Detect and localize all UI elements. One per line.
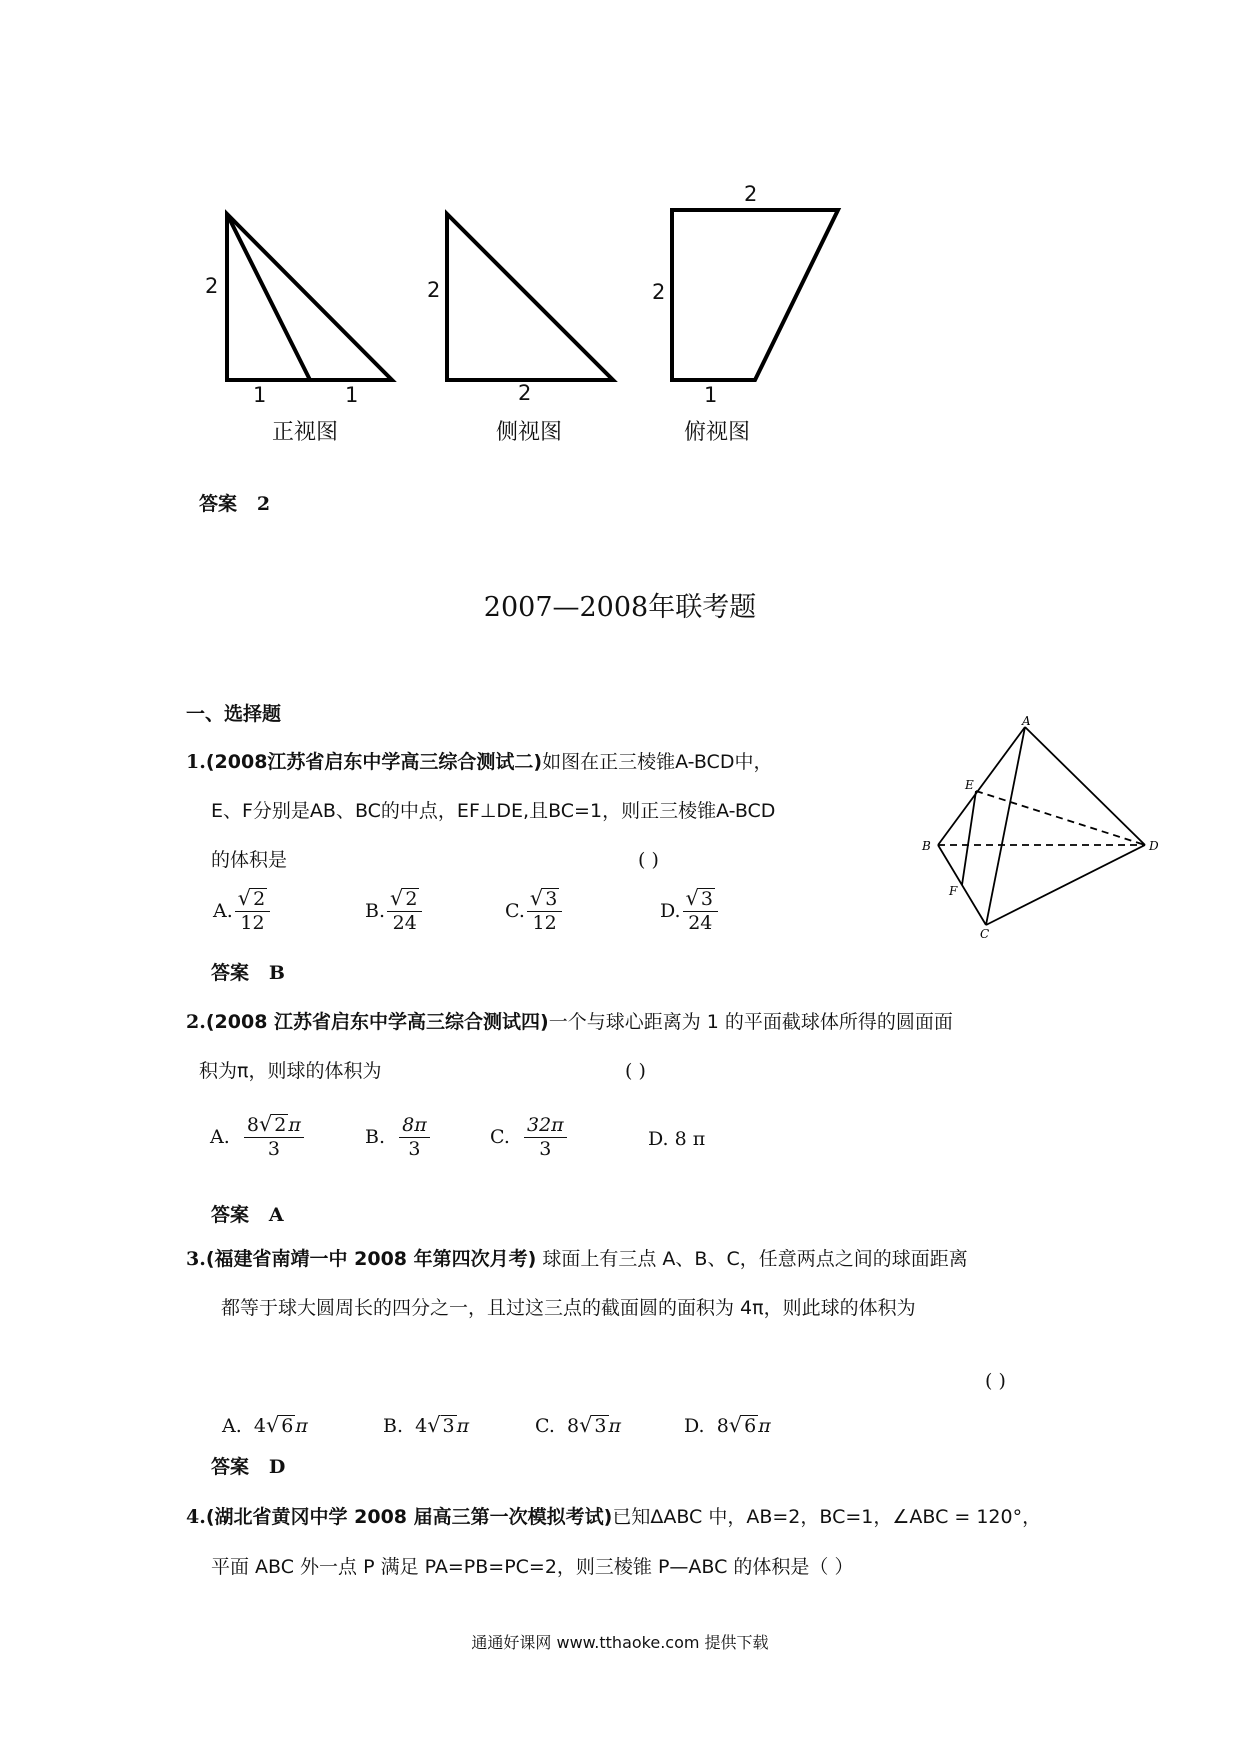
answer [211, 1200, 284, 1227]
vertex-a-label: A [1022, 715, 1031, 728]
page-footer: 通通好课网 www.tthaoke.com 提供下载 [471, 1633, 769, 1652]
option-d: D. 8 √ 6 π [684, 1413, 771, 1438]
answer-label: 答案 [211, 962, 250, 984]
side-view-triangle [447, 214, 613, 380]
vertex-c-label: C [980, 927, 990, 940]
question-line2: 都等于球大圆周长的四分之一，且过这三点的截面圆的面积为 4π，则此球的体积为 [221, 1297, 916, 1319]
question-source: (福建省南靖一中 2008 年第四次月考) [205, 1248, 537, 1270]
top-view-label: 俯视图 [684, 420, 751, 445]
answer-value: D [268, 1456, 286, 1478]
pyramid-figure [920, 715, 1160, 940]
front-bottom-right-label: 1 [345, 383, 359, 407]
front-view-triangle [227, 214, 392, 380]
answer-label: 答案 [211, 1204, 250, 1226]
answer [211, 1452, 285, 1479]
option-a: A. 8 √ 2 π 3 [210, 1114, 304, 1161]
option-d: D. √ 3 24 [660, 888, 718, 935]
top-bottom-label: 1 [704, 383, 718, 407]
question-line1: 已知ΔABC 中，AB=2，BC=1，∠ABC = 120°， [612, 1506, 1042, 1528]
side-view-label: 侧视图 [496, 420, 563, 445]
top-view-trapezoid [672, 210, 838, 380]
option-c: C. √ 3 12 [505, 888, 562, 935]
three-view-drawing [0, 0, 1240, 460]
question-line2: E、F分别是AB、BC的中点，EF⊥DE,且BC=1，则正三棱锥A-BCD [211, 800, 776, 822]
question-number: 2. [186, 1011, 206, 1033]
top-height-label: 2 [652, 280, 666, 304]
vertex-b-label: B [922, 839, 931, 853]
answer-bracket: ( ) [625, 1060, 646, 1082]
prev-answer-label: 答案 [199, 493, 238, 515]
point-e-label: E [965, 778, 974, 792]
question-line1: 如图在正三棱锥A-BCD中， [542, 751, 773, 773]
question-line1: 一个与球心距离为 1 的平面截球体所得的圆面面 [548, 1011, 953, 1033]
answer-label: 答案 [211, 1456, 250, 1478]
question-line3: 的体积是 [211, 849, 288, 871]
section-heading: 一、选择题 [186, 703, 282, 725]
answer-value: A [268, 1204, 284, 1226]
option-b: B. √ 2 24 [365, 888, 422, 935]
answer-bracket: ( ) [985, 1370, 1006, 1392]
vertex-d-label: D [1149, 839, 1159, 853]
question-source: (2008江苏省启东中学高三综合测试二) [205, 751, 543, 773]
question-number: 3. [186, 1248, 206, 1270]
answer [211, 958, 285, 985]
prev-answer [199, 489, 270, 516]
front-height-label: 2 [205, 274, 219, 298]
front-view-inner-line [227, 214, 310, 380]
question-line2: 平面 ABC 外一点 P 满足 PA=PB=PC=2，则三棱锥 P—ABC 的体积是（ ） [211, 1556, 854, 1578]
option-b: B. $\frac{8\pi}{3}$ [365, 1114, 430, 1161]
question-source: (湖北省黄冈中学 2008 届高三第一次模拟考试) [205, 1506, 613, 1528]
prev-answer-value: 2 [256, 493, 271, 515]
question-line1: 球面上有三点 A、B、C，任意两点之间的球面距离 [536, 1248, 968, 1270]
answer-value: B [268, 962, 285, 984]
section-title: 2007—2008年联考题 [483, 592, 757, 623]
question-number: 4. [186, 1506, 206, 1528]
front-view-label: 正视图 [272, 420, 339, 445]
side-height-label: 2 [427, 278, 441, 302]
point-f-label: F [949, 884, 958, 898]
option-a: A. √ 2 12 [213, 888, 270, 935]
option-b: B. 4 √ 3 π [383, 1413, 470, 1438]
option-d: D. 8 π [648, 1128, 706, 1150]
top-top-label: 2 [744, 182, 758, 206]
question-line2: 积为π，则球的体积为 [199, 1060, 382, 1082]
question-number: 1. [186, 751, 206, 773]
option-c: C. 8 √ 3 π [535, 1413, 621, 1438]
question-source: (2008 江苏省启东中学高三综合测试四) [205, 1011, 549, 1033]
answer-bracket: ( ) [638, 849, 659, 871]
option-c: C. $\frac{32\pi}{3}$ [490, 1114, 567, 1161]
side-bottom-label: 2 [518, 381, 532, 405]
front-bottom-left-label: 1 [253, 383, 267, 407]
option-a: A. 4 √ 6 π [222, 1413, 308, 1438]
